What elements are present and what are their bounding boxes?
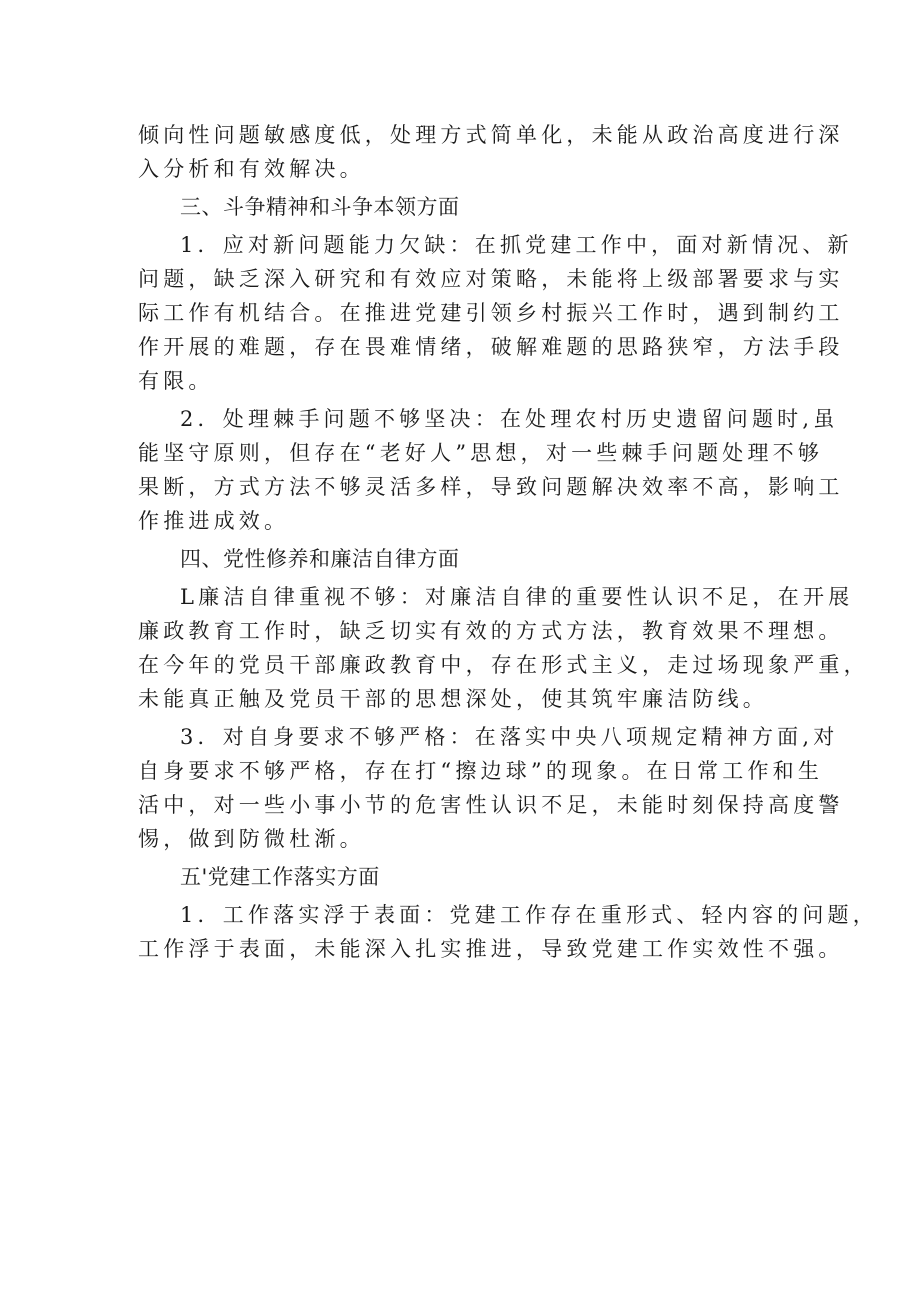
- text-line: 工作浮于表面，未能深入扎实推进，导致党建工作实效性不强。: [138, 937, 844, 961]
- text-line: 作推进成效。: [138, 509, 290, 533]
- document-page: [138, 118, 878, 970]
- text-line: L廉洁自律重视不够：对廉洁自律的重要性认识不足，在开展: [180, 585, 854, 609]
- text-line: 2．处理棘手问题不够坚决：在处理农村历史遗留问题时,虽: [180, 407, 839, 431]
- paragraph: [138, 580, 869, 716]
- text-line: 1．工作落实浮于表面：党建工作存在重形式、轻内容的问题，: [180, 903, 878, 927]
- paragraph: [138, 228, 853, 398]
- paragraph: [138, 720, 844, 856]
- intro-paragraph: [138, 118, 844, 186]
- text-line: 3．对自身要求不够严格：在落实中央八项规定精神方面,对: [180, 725, 839, 749]
- text-line: 1．应对新问题能力欠缺：在抓党建工作中，面对新情况、新: [180, 233, 853, 257]
- text-line: 果断，方式方法不够灵活多样，导致问题解决效率不高，影响工: [138, 475, 844, 499]
- text-line: 未能真正触及党员干部的思想深处，使其筑牢廉洁防线。: [138, 687, 768, 711]
- text-line: 有限。: [138, 369, 214, 393]
- text-line: 作开展的难题，存在畏难情绪，破解难题的思路狭窄，方法手段: [138, 335, 844, 359]
- section-heading: 五'党建工作落实方面: [180, 865, 380, 889]
- paragraph: [138, 898, 878, 966]
- section-heading: 四、党性修养和廉洁自律方面: [180, 547, 460, 571]
- text-line: 自身要求不够严格，存在打“擦边球”的现象。在日常工作和生: [138, 759, 824, 783]
- text-line: 廉政教育工作时，缺乏切实有效的方式方法，教育效果不理想。: [138, 619, 844, 643]
- text-line: 能坚守原则，但存在“老好人”思想，对一些棘手问题处理不够: [138, 441, 824, 465]
- text-line: 入分析和有效解决。: [138, 157, 365, 181]
- text-line: 惕，做到防微杜渐。: [138, 827, 365, 851]
- paragraph: [138, 402, 844, 538]
- text-line: 问题，缺乏深入研究和有效应对策略，未能将上级部署要求与实: [138, 267, 844, 291]
- text-line: 际工作有机结合。在推进党建引领乡村振兴工作时，遇到制约工: [138, 301, 844, 325]
- text-line: 在今年的党员干部廉政教育中，存在形式主义，走过场现象严重，: [138, 653, 869, 677]
- text-line: 倾向性问题敏感度低，处理方式简单化，未能从政治高度进行深: [138, 123, 844, 147]
- section-heading: 三、斗争精神和斗争本领方面: [180, 195, 460, 219]
- text-line: 活中，对一些小事小节的危害性认识不足，未能时刻保持高度警: [138, 793, 844, 817]
